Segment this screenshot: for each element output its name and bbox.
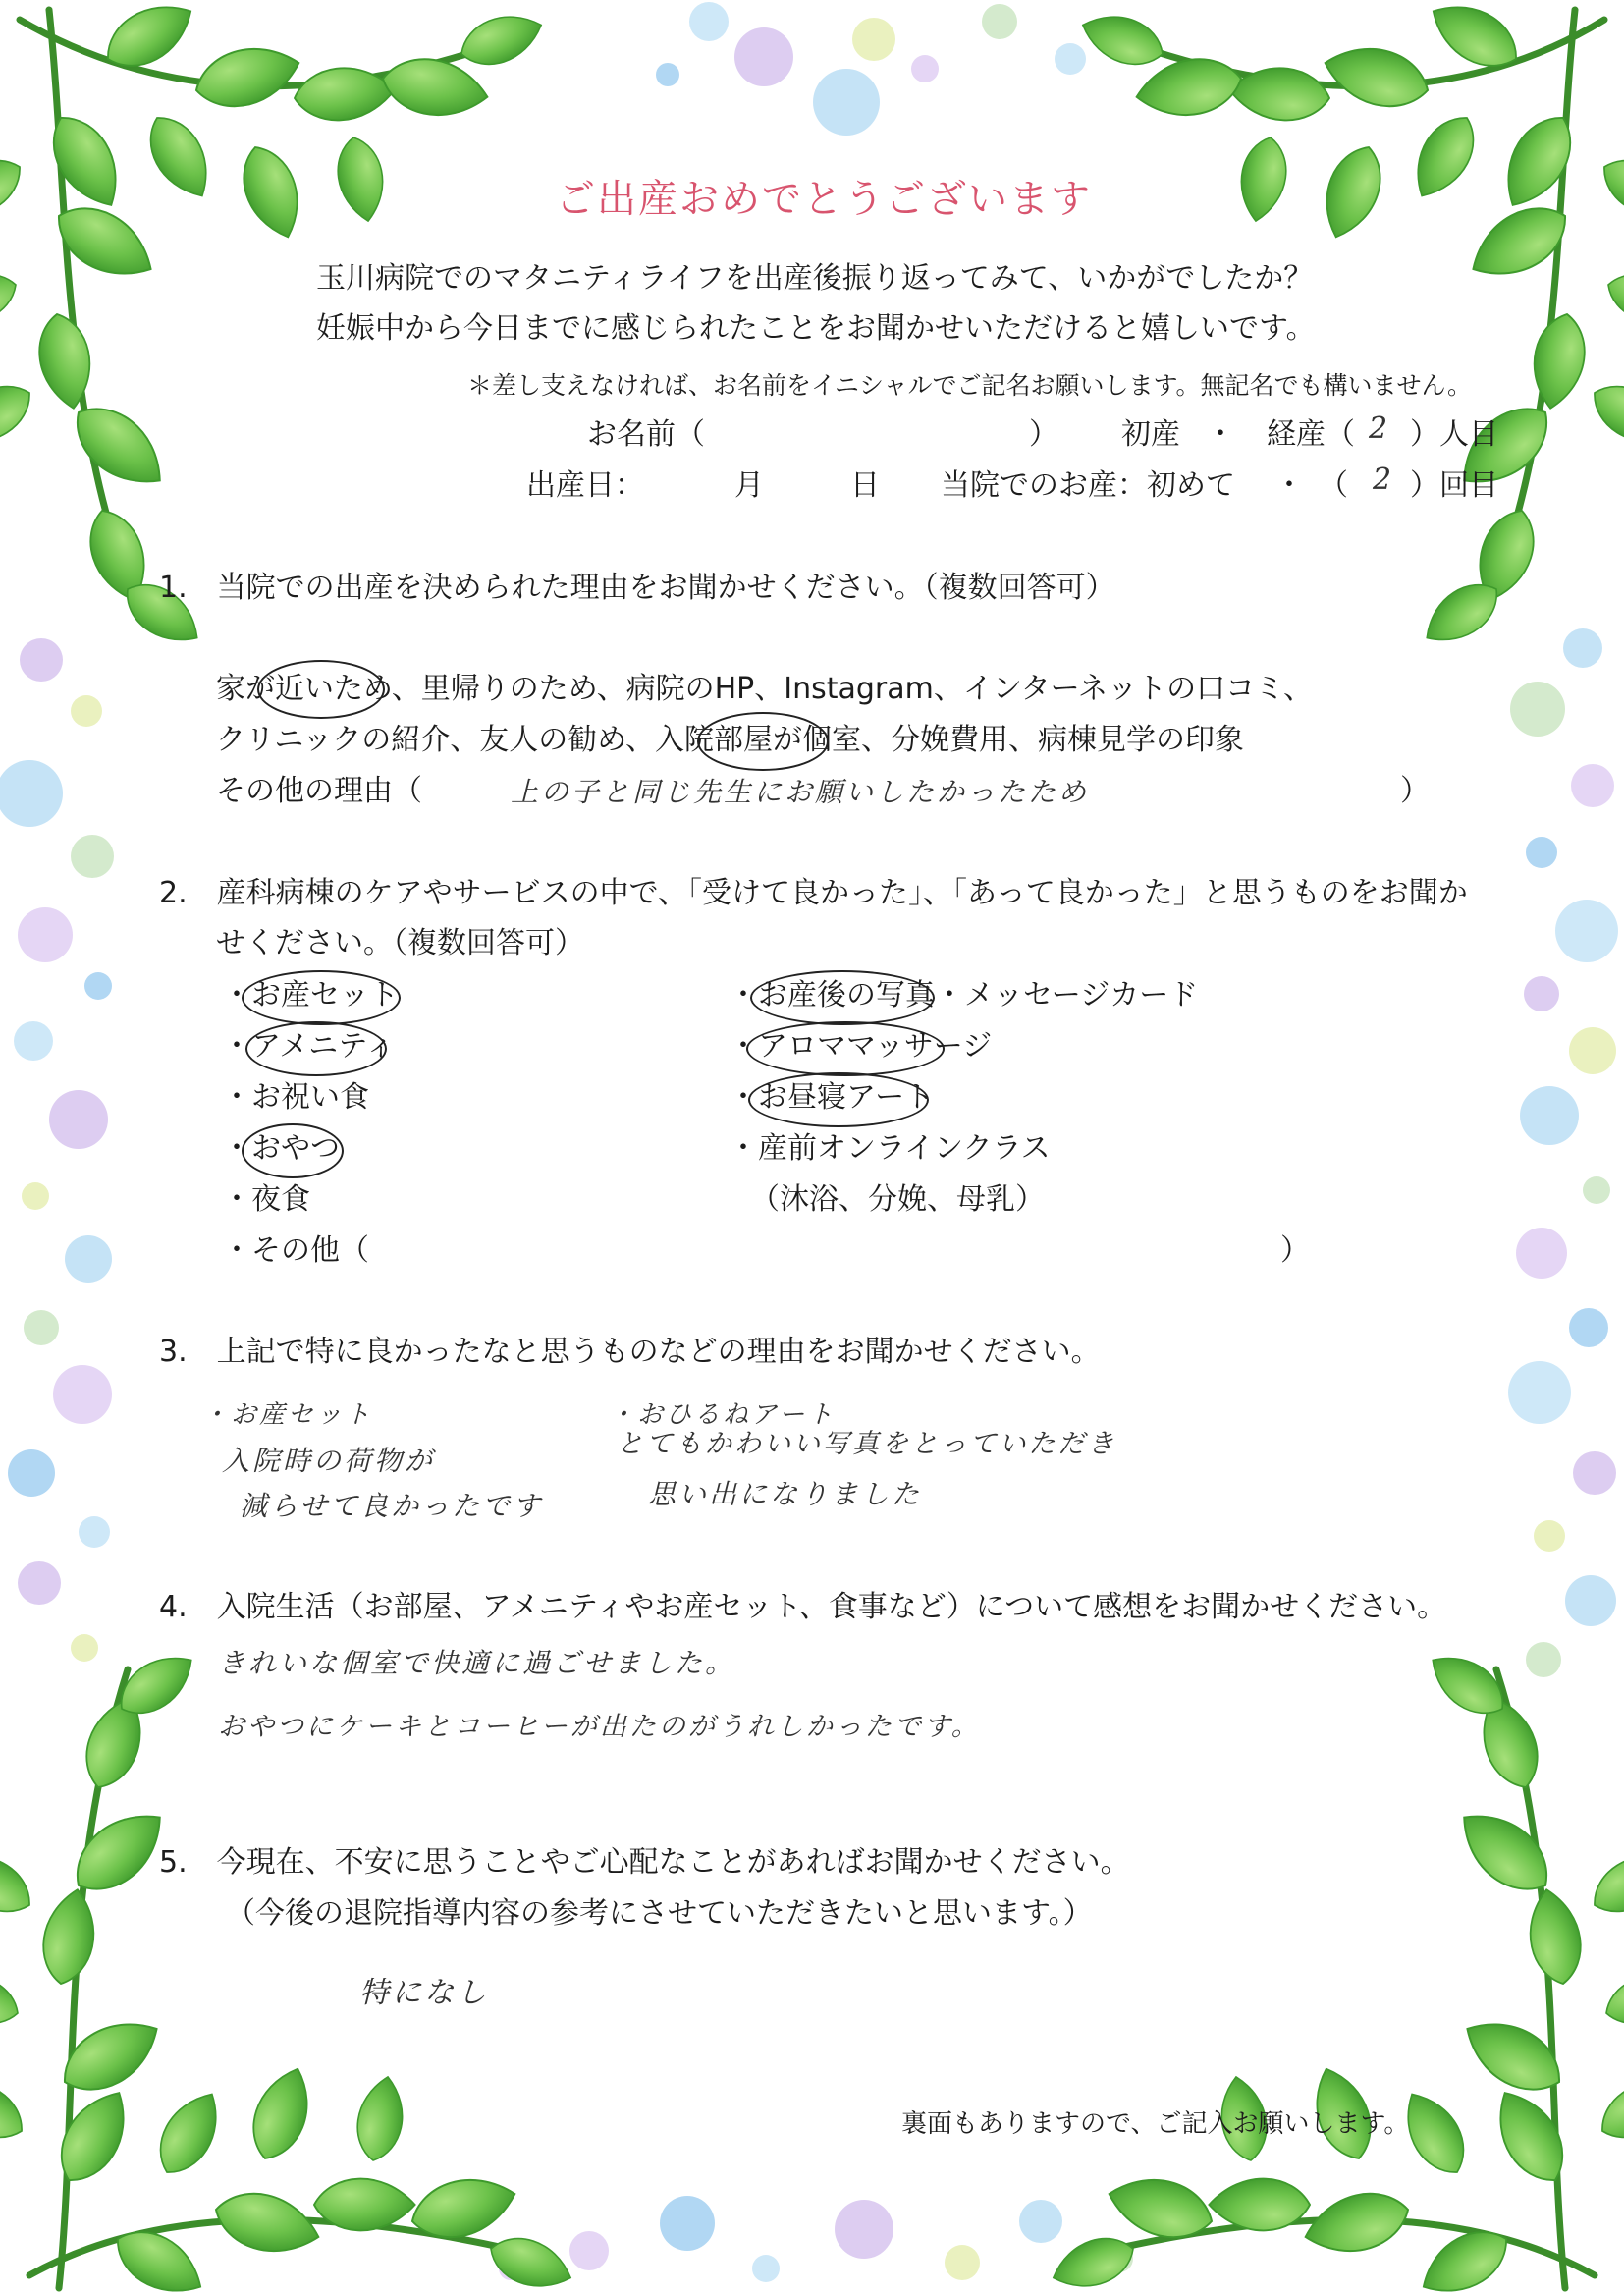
pastel-dot	[689, 2, 729, 41]
pastel-dot	[660, 2196, 715, 2251]
pastel-dot	[18, 907, 73, 962]
q1-other-label: その他の理由（	[216, 774, 422, 808]
leaf	[454, 5, 548, 75]
pastel-dot	[1508, 1361, 1571, 1424]
leaf	[1593, 147, 1624, 233]
q3-answer-left-2: 入院時の荷物が	[222, 1445, 436, 1477]
leaf	[1046, 2228, 1140, 2295]
pastel-dot	[852, 18, 895, 61]
leaf	[189, 36, 306, 117]
pastel-dot	[945, 2245, 980, 2280]
pastel-dot	[22, 1182, 49, 1210]
multi-birth-unit: ）人目	[1410, 417, 1498, 452]
initials-note: ＊差し支えなければ、お名前をイニシャルでご記名お願いします。無記名でも構いません。	[467, 371, 1473, 400]
pastel-dot	[71, 835, 114, 878]
q3-answer-right-3: 思い出になりました	[648, 1478, 923, 1510]
pastel-dot	[1510, 682, 1565, 737]
leaf	[1483, 2080, 1578, 2193]
q1-options-line-1: 家が近いため、里帰りのため、病院のHP、Instagram、インターネットの口コミ、	[216, 672, 1313, 706]
pastel-dot	[14, 1021, 53, 1061]
birth-count-unit: ）回目	[1410, 468, 1498, 503]
pastel-dot	[1563, 628, 1602, 668]
q2-item-celebration-meal: ・お祝い食	[222, 1080, 369, 1115]
pastel-dot	[1524, 976, 1559, 1011]
leaf	[1298, 2183, 1415, 2264]
q2-item-birth-set: ・お産セット	[222, 978, 399, 1012]
leaf	[38, 105, 134, 218]
leaf	[1490, 105, 1586, 218]
leaf	[1313, 138, 1391, 245]
pastel-dot	[656, 63, 679, 86]
leaf	[1600, 264, 1624, 334]
pastel-dot	[1569, 1027, 1616, 1074]
leaf	[137, 106, 223, 207]
pastel-dot	[1565, 1575, 1616, 1626]
q1-other-answer: 上の子と同じ先生にお願いしたかったため	[511, 776, 1090, 808]
leaf	[1075, 5, 1169, 75]
pastel-dot	[1526, 837, 1557, 868]
leaf	[0, 1964, 26, 2034]
pastel-dot	[1516, 1228, 1567, 1279]
leaf	[0, 373, 41, 459]
pastel-dot	[1569, 1308, 1608, 1347]
pastel-dot	[1583, 1176, 1610, 1204]
birth-day: 日	[850, 468, 880, 503]
leaf	[242, 2060, 320, 2166]
pastel-dot	[1019, 2200, 1062, 2243]
separator-dot: ・	[1206, 417, 1235, 452]
name-close: ）	[1029, 417, 1058, 452]
pastel-dot	[1573, 1451, 1616, 1495]
q2-item-photo-card: ・お産後の写真・メッセージカード	[729, 978, 1199, 1012]
pastel-dot	[1055, 43, 1086, 75]
q3-answer-left-1: ・お産セット	[202, 1400, 374, 1430]
leaf	[61, 392, 177, 502]
q1-options-line-2: クリニックの紹介、友人の勧め、入院部屋が個室、分娩費用、病棟見学の印象	[216, 723, 1244, 757]
q1-circle-near	[257, 660, 385, 719]
pastel-dot	[752, 2255, 780, 2282]
pastel-dot	[0, 760, 63, 827]
vine-stem	[49, 10, 137, 609]
leaf	[332, 134, 390, 225]
leaf	[95, 0, 202, 81]
leaf	[1522, 1885, 1587, 1988]
pastel-dot	[1555, 900, 1618, 962]
q3-answer-right-1: ・おひるねアート	[609, 1400, 837, 1430]
pastel-dot	[8, 1449, 55, 1497]
vine-stem	[1487, 10, 1575, 609]
leaf	[232, 138, 310, 245]
leaf	[147, 2083, 233, 2184]
question-4: 4. 入院生活（お部屋、アメニティやお産セット、食事など）について感想をお聞かせください。	[159, 1590, 1447, 1624]
hospital-birth-label: 当院でのお産：初めて	[941, 468, 1235, 503]
q2-other-close: ）	[1280, 1233, 1310, 1268]
leaf	[1421, 0, 1528, 81]
q2-item-online-class: ・産前オンラインクラス	[729, 1131, 1051, 1166]
q3-answer-left-3: 減らせて良かったです	[240, 1490, 544, 1522]
pastel-dot	[835, 2200, 893, 2259]
q1-other-close: ）	[1400, 774, 1430, 808]
leaf	[1598, 1964, 1624, 2034]
leaf	[36, 1885, 101, 1988]
q2-item-aroma-massage: ・アロママッサージ	[729, 1029, 993, 1064]
footer-note: 裏面もありますので、ご記入お願いします。	[901, 2109, 1410, 2139]
pastel-dot	[20, 638, 63, 682]
pastel-dot	[71, 1634, 98, 1662]
q4-answer-2: おやつにケーキとコーヒーが出たのがうれしかったです。	[218, 1712, 981, 1742]
pastel-dot	[79, 1516, 110, 1548]
question-2-line-2: せください。（複数回答可）	[216, 926, 584, 960]
pastel-dot	[734, 27, 793, 86]
leaf	[1583, 1840, 1624, 1926]
pastel-dot	[1520, 1086, 1579, 1145]
q2-circle-photo	[750, 970, 935, 1025]
pastel-dot	[65, 1235, 112, 1283]
q3-answer-right-2: とてもかわいい写真をとっていただき	[617, 1429, 1117, 1459]
pastel-dot	[18, 1561, 61, 1605]
birth-count-value: 2	[1373, 463, 1392, 497]
question-3: 3. 上記で特に良かったなと思うものなどの理由をお聞かせください。	[159, 1335, 1101, 1369]
q2-item-night-meal: ・夜食	[222, 1182, 310, 1217]
leaf	[1526, 310, 1591, 412]
multi-birth-value: 2	[1369, 411, 1388, 446]
leaf	[0, 264, 24, 334]
q2-circle-birth-set	[242, 970, 401, 1025]
leaf	[1583, 373, 1624, 459]
leaf	[1318, 36, 1435, 117]
pastel-dot	[1571, 764, 1614, 807]
birth-date-label: 出産日：	[526, 468, 644, 503]
leaf	[483, 2228, 577, 2295]
leaf	[209, 2183, 326, 2264]
intro-line-2: 妊娠中から今日までに感じられたことをお聞かせいただけると嬉しいです。	[316, 311, 1316, 346]
q2-circle-nap-art	[748, 1072, 929, 1127]
question-5-sub: （今後の退院指導内容の参考にさせていただきたいと思います。）	[226, 1896, 1093, 1931]
leaf	[352, 2073, 409, 2164]
first-birth-option: 初産	[1121, 417, 1180, 452]
birth-count-open: ・ （	[1274, 468, 1348, 503]
leaf	[0, 1840, 41, 1926]
pastel-dot	[84, 972, 112, 1000]
pastel-dot	[49, 1090, 108, 1149]
pastel-dot	[71, 695, 102, 727]
q2-item-amenity: ・アメニティ	[222, 1029, 395, 1064]
pastel-dot	[911, 55, 939, 82]
pastel-dot	[1534, 1520, 1565, 1552]
question-5: 5. 今現在、不安に思うことやご心配なことがあればお聞かせください。	[159, 1845, 1130, 1880]
pastel-dot	[53, 1365, 112, 1424]
pastel-dot	[1526, 1642, 1561, 1677]
intro-line-1: 玉川病院でのマタニティライフを出産後振り返ってみて、いかがでしたか？	[316, 261, 1314, 296]
leaf	[1234, 134, 1292, 225]
q2-item-snack: ・おやつ	[222, 1131, 340, 1166]
q5-answer: 特になし	[359, 1976, 489, 2010]
multi-birth-label: 経産（	[1267, 417, 1355, 452]
q2-item-nap-art: ・お昼寝アート	[729, 1080, 935, 1115]
pastel-dot	[569, 2231, 609, 2270]
name-label: お名前（	[587, 417, 705, 452]
leaf	[32, 310, 97, 412]
leaf	[1591, 2066, 1624, 2152]
question-2-line-1: 2. 産科病棟のケアやサービスの中で、「受けて良かった」、「あって良かった」と思うものをお聞か	[159, 876, 1468, 910]
q2-circle-snack	[242, 1123, 344, 1178]
q4-answer-1: きれいな個室で快適に過ごせました。	[218, 1647, 736, 1679]
birth-month: 月	[734, 468, 764, 503]
pastel-dot	[982, 4, 1017, 39]
question-1: 1. 当院での出産を決められた理由をお聞かせください。（複数回答可）	[159, 571, 1115, 605]
leaf	[0, 147, 31, 233]
pastel-dot	[24, 1310, 59, 1345]
q2-online-class-sub: （沐浴、分娩、母乳）	[750, 1182, 1045, 1217]
q2-item-other: ・その他（	[222, 1233, 369, 1268]
q2-circle-aroma	[746, 1021, 945, 1076]
q1-circle-room	[697, 712, 829, 771]
page-title: ご出産おめでとうございます	[556, 177, 1092, 222]
leaf	[1402, 106, 1488, 207]
pastel-dot	[813, 69, 880, 136]
q2-circle-amenity	[245, 1021, 387, 1076]
leaf	[46, 2080, 141, 2193]
leaf	[0, 2066, 33, 2152]
